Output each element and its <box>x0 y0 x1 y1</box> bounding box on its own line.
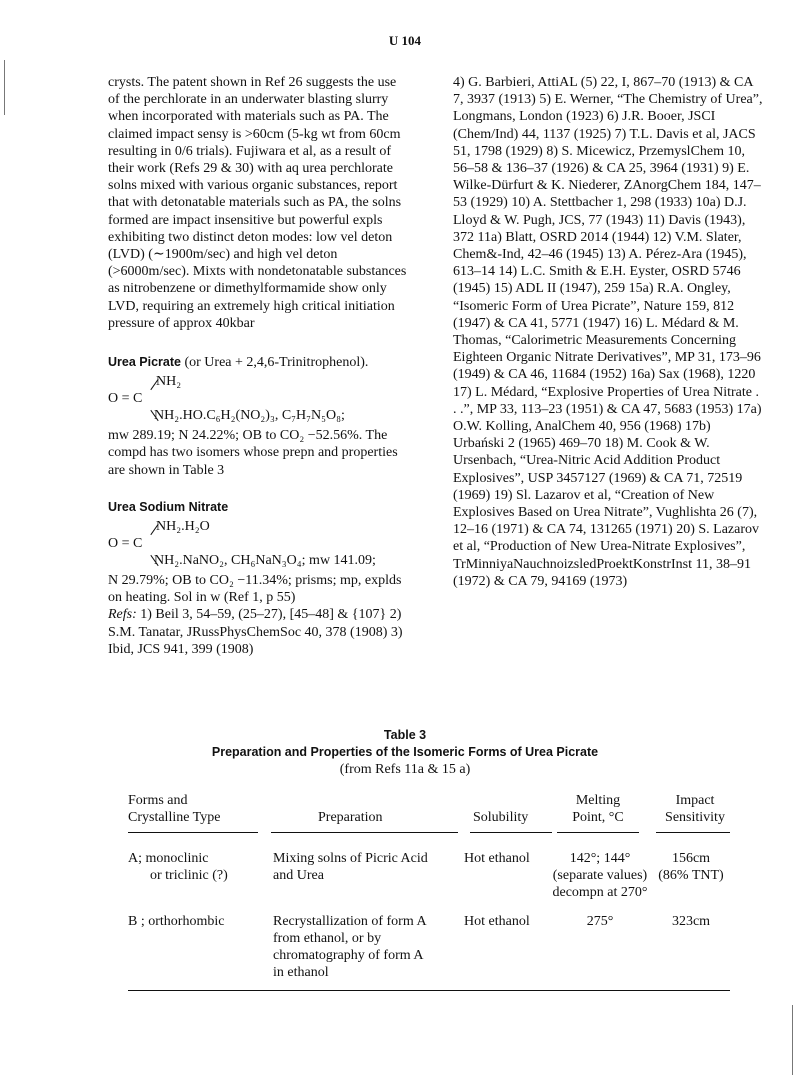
header-rule-forms <box>128 832 258 833</box>
row-a-form-line2: or triclinic (?) <box>150 868 228 883</box>
row-b-preparation <box>273 913 427 981</box>
row-a-impact-line1: 156cm <box>671 851 711 866</box>
urea-picrate-heading-line <box>108 354 408 371</box>
table-label: Table 3 <box>383 728 427 742</box>
header-impact <box>655 792 735 826</box>
table-caption <box>0 727 810 778</box>
row-b-prep-line4: in ethanol <box>273 965 329 980</box>
right-edge-mark <box>792 1005 793 1075</box>
row-a-preparation <box>273 850 428 884</box>
right-column <box>453 74 763 590</box>
row-b-prep-line3: chromatography of form A <box>273 948 424 963</box>
picrate-formula-top: NH₂ <box>156 374 182 390</box>
header-impact-line1: Impact <box>675 793 715 808</box>
right-references: 4) G. Barbieri, AttiAL (5) 22, I, 867–70 (1913) & CA 7, 3937 (1913) 5) E. Werner, “The Chemistry of Urea”, Longmans, London (1923) 6) J.R. Booer, JSCI (Chem/Ind) 44, 1137 (1925) 7) T.L. Davis et al, JACS 51, 1798 (1929) 8) S. Micewicz, PrzemyslChem 10, 56–58 & 136–37 (1926) & CA 25, 3964 (1931) 9) E. Wilke-Dürfurt & K. Niederer, ZAnorgChem 184, 147–53 (1929) 10) A. Stettbacher 1, 298 (1933) 10a) D.J. Lloyd & W. Pugh, JCS, 77 (1943) 11) Davis (1943), 372 11a) Blatt, OSRD 2014 (1944) 12) V.M. Slater, Chem&-Ind, 42–46 (1945) 13) A. Pérez-Ara (1945), 613–14 14) L.C. Smith & E.H. Eyster, OSRD 5746 (1945) 15) ADL II (1947), 259 15a) R.A. Ongley, “Isomeric Form of Urea Picrate”, Nature 159, 812 (1947) & CA 41, 5771 (1947) 16) L. Médard & M. Thomas, “Calorimetric Measurements Concerning Eighteen Organic Nitrate Derivatives”, MP 31, 173–96 (1949) & CA 46, 11684 (1952) 16a) Sax (1968), 1220 17) L. Médard, “Explosive Properties of Urea Nitrate . . .”, MP 33, 113–23 (1951) & CA 47, 5683 (1953) 17a) O.W. Kolling, AnalChem 40, 956 (1968) 17b) Urbański 2 (1965) 469–70 18) M. Cook & W. Ursenbach, “Urea-Nitric Acid Addition Product Explosives”, USP 3457127 (1969) & CA 71, 72519 (1969) 19) Sl. Lazarov et al, “Creation of New Explosives Based on Urea Nitrate”, Vughlishta 26 (7), 12–16 (1971) & CA 74, 131265 (1971) 20) S. Lazarov et al, “Production of New Urea-Nitrate Explosives”, TrMinniyaNauchnoizsledProektKonstrInst 11, 38–91 (1972) & CA 79, 94169 (1973) <box>453 75 763 589</box>
refs-text: 1) Beil 3, 54–59, (25–27), [45–48] & {107} 2) S.M. Tanatar, JRussPhysChemSoc 40, 378 (1908) 3) Ibid, JCS 941, 399 (1908) <box>108 607 403 657</box>
row-a-melting <box>538 850 662 901</box>
row-a-solubility: Hot ethanol <box>464 851 530 866</box>
urea-picrate-heading-rest: (or Urea + 2,4,6-Trinitrophenol). <box>180 355 369 371</box>
row-b-melting: 275° <box>586 914 614 929</box>
header-rule-impact <box>656 832 730 833</box>
header-forms-line1: Forms and <box>128 793 188 808</box>
header-rule-melting <box>557 832 639 833</box>
header-impact-line2: Sensitivity <box>665 810 725 825</box>
left-column <box>108 74 408 658</box>
row-a-mp-line3: decompn at 270° <box>552 885 648 900</box>
row-a-prep-line1: Mixing solns of Picric Acid <box>273 851 428 866</box>
header-melting <box>553 792 643 826</box>
left-edge-mark <box>4 60 5 115</box>
sodium-formula-carbonyl: O = C <box>108 536 143 552</box>
header-melting-line2: Point, °C <box>572 810 624 825</box>
urea-picrate-heading: Urea Picrate <box>108 355 181 370</box>
sodium-formula-bottom: NH₂.NaNO₂, CH₆NaN₃O₄; mw 141.09; <box>154 553 376 569</box>
urea-picrate-text: mw 289.19; N 24.22%; OB to CO₂ −52.56%. The compd has two isomers whose prepn and properties are shown in Table 3 <box>108 428 398 478</box>
row-a-mp-line1: 142°; 144° <box>569 851 631 866</box>
left-references <box>108 606 408 658</box>
row-b-form: B ; orthorhombic <box>128 914 225 929</box>
row-b-impact: 323cm <box>671 914 711 929</box>
header-melting-line1: Melting <box>575 793 621 808</box>
urea-picrate-formula <box>108 373 408 425</box>
table-title: Preparation and Properties of the Isomeric Forms of Urea Picrate <box>211 745 599 759</box>
urea-sodium-nitrate-heading: Urea Sodium Nitrate <box>108 499 229 514</box>
row-b-solubility: Hot ethanol <box>464 914 530 929</box>
header-solubility: Solubility <box>473 810 529 825</box>
header-rule-preparation <box>271 832 458 833</box>
intro-paragraph: crysts. The patent shown in Ref 26 suggests the use of the perchlorate in an underwater blasting slurry when incorporated with materials such as PA. The claimed impact sensy is >60cm (5-kg wt from 60cm resulting in 0/6 trials). Fujiwara et al, as a result of their work (Refs 29 & 30) with aq urea perchlorate solns mixed with various organic substances, report that with detonatable materials such as PA, the solns formed are impact insensitive but powerful expls exhibiting two distinct deton modes: low vel deton (LVD) (∼1900m/sec) and high vel deton (>6000m/sec). Mixts with nondetonatable substances as nitrobenzene or dimethylformamide show only LVD, requiring an extremely high critical initiation pressure of approx 40kbar <box>108 75 407 331</box>
row-b-prep-line2: from ethanol, or by <box>273 931 382 946</box>
row-a-form <box>128 850 228 884</box>
sodium-formula-top: NH₂.H₂O <box>156 519 210 535</box>
urea-sodium-nitrate-text: N 29.79%; OB to CO₂ −11.34%; prisms; mp, explds on heating. Sol in w (Ref 1, p 55) <box>108 573 402 606</box>
header-rule-solubility <box>470 832 552 833</box>
page-header: U 104 <box>388 33 422 48</box>
row-a-mp-line2: (separate values) <box>552 868 648 883</box>
urea-sodium-nitrate-formula <box>108 518 408 570</box>
row-a-impact-line2: (86% TNT) <box>658 868 724 883</box>
table-subtitle: (from Refs 11a & 15 a) <box>339 762 471 777</box>
header-preparation: Preparation <box>318 810 383 825</box>
picrate-formula-carbonyl: O = C <box>108 391 143 407</box>
table-bottom-rule <box>128 990 730 991</box>
row-a-prep-line2: and Urea <box>273 868 324 883</box>
refs-label: Refs: <box>108 607 137 623</box>
header-forms-line2: Crystalline Type <box>128 810 221 825</box>
row-b-prep-line1: Recrystallization of form A <box>273 914 427 929</box>
picrate-formula-bottom: NH₂.HO.C₆H₂(NO₂)₃, C₇H₇N₅O₈; <box>154 408 345 424</box>
header-forms <box>128 792 220 826</box>
row-a-impact <box>650 850 732 884</box>
row-a-form-line1: A; monoclinic <box>128 851 209 866</box>
